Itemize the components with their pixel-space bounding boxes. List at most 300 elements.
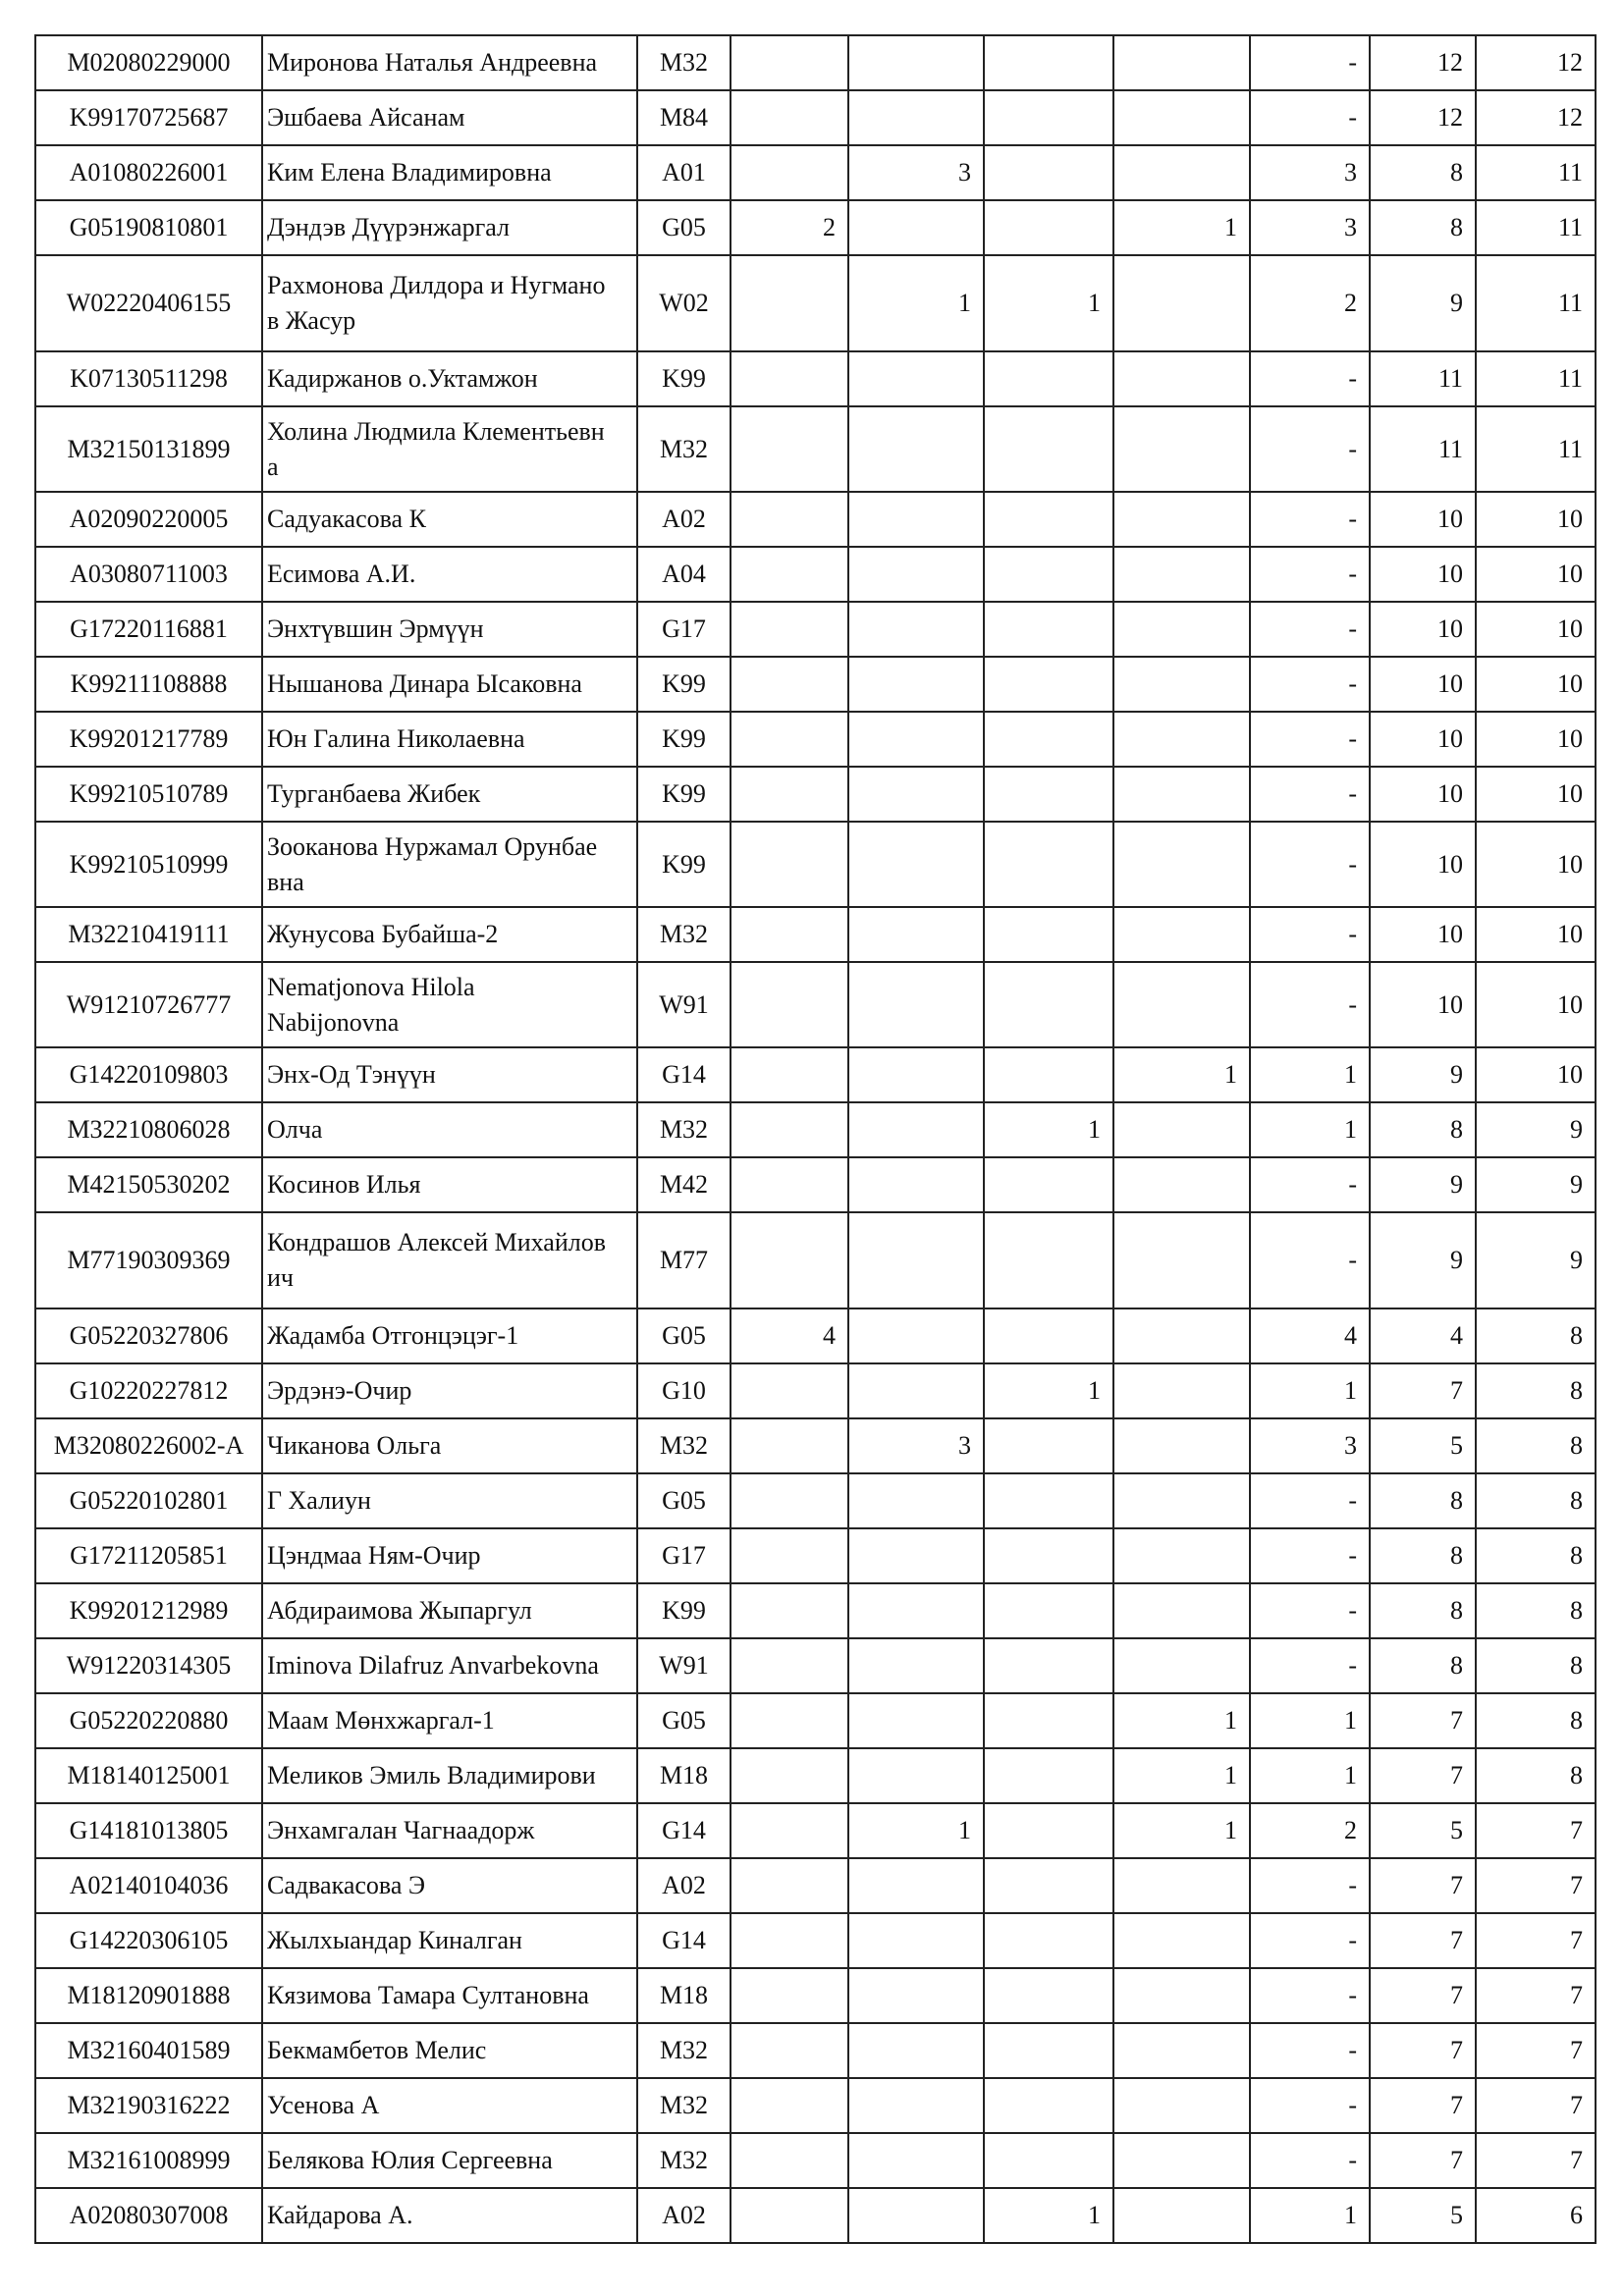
table-row (35, 1693, 1596, 1748)
score-cell (984, 1212, 1113, 1308)
participant-id-cell: G17211205851 (35, 1528, 262, 1583)
region-code-cell: A02 (637, 492, 731, 547)
score-cell (1113, 1858, 1250, 1913)
participant-id-cell: A01080226001 (35, 145, 262, 200)
table-row (35, 2188, 1596, 2243)
score-cell (984, 1583, 1113, 1638)
score-cell: 8 (1370, 1638, 1476, 1693)
score-cell (1113, 1913, 1250, 1968)
score-cell: 8 (1370, 200, 1476, 255)
participant-name-cell: Белякова Юлия Сергеевна (262, 2133, 637, 2188)
region-code-cell: W91 (637, 1638, 731, 1693)
score-cell (984, 657, 1113, 712)
score-cell: 7 (1370, 1968, 1476, 2023)
score-cell (984, 1693, 1113, 1748)
score-cell (984, 1157, 1113, 1212)
score-cell: 6 (1476, 2188, 1596, 2243)
participant-id-cell: A02080307008 (35, 2188, 262, 2243)
score-cell: 7 (1476, 2078, 1596, 2133)
score-cell (984, 1858, 1113, 1913)
participant-name-cell: Iminova Dilafruz Anvarbekovna (262, 1638, 637, 1693)
score-cell (848, 1913, 984, 1968)
region-code-cell: K99 (637, 351, 731, 406)
participant-name-cell: Цэндмаа Ням-Очир (262, 1528, 637, 1583)
participant-id-cell: K99170725687 (35, 90, 262, 145)
score-cell: 1 (1250, 2188, 1370, 2243)
score-cell: - (1250, 351, 1370, 406)
score-cell (848, 1102, 984, 1157)
score-cell (1113, 2023, 1250, 2078)
score-cell (731, 1803, 848, 1858)
participant-name-cell: Миронова Наталья Андреевна (262, 35, 637, 90)
score-cell: 1 (1250, 1363, 1370, 1418)
score-cell (984, 2133, 1113, 2188)
participant-name-cell: Усенова А (262, 2078, 637, 2133)
table-row (35, 547, 1596, 602)
region-code-cell: W02 (637, 255, 731, 351)
region-code-cell: M32 (637, 907, 731, 962)
score-cell: 8 (1476, 1638, 1596, 1693)
score-cell (731, 1693, 848, 1748)
score-cell: - (1250, 2078, 1370, 2133)
participant-name-cell: Г Халиун (262, 1473, 637, 1528)
score-cell (731, 1363, 848, 1418)
participant-id-cell: M32190316222 (35, 2078, 262, 2133)
score-cell: 8 (1476, 1693, 1596, 1748)
participant-name-cell: Эшбаева Айсанам (262, 90, 637, 145)
region-code-cell: G14 (637, 1803, 731, 1858)
table-row (35, 1102, 1596, 1157)
score-cell: 10 (1476, 602, 1596, 657)
score-cell (731, 2133, 848, 2188)
participant-id-cell: K99210510999 (35, 822, 262, 907)
score-cell: 11 (1476, 351, 1596, 406)
participant-id-cell: G05220102801 (35, 1473, 262, 1528)
score-cell (984, 1047, 1113, 1102)
participant-name-cell: Энх-Од Тэнүүн (262, 1047, 637, 1102)
score-cell: 10 (1370, 907, 1476, 962)
table-row (35, 1748, 1596, 1803)
score-cell (848, 1968, 984, 2023)
participant-name-cell: Косинов Илья (262, 1157, 637, 1212)
participant-id-cell: G10220227812 (35, 1363, 262, 1418)
participant-id-cell: M32161008999 (35, 2133, 262, 2188)
table-row (35, 1157, 1596, 1212)
score-cell (848, 1308, 984, 1363)
participant-name-cell: Садвакасова Э (262, 1858, 637, 1913)
table-body (35, 35, 1596, 2243)
region-code-cell: M84 (637, 90, 731, 145)
table-row (35, 1418, 1596, 1473)
score-cell: 7 (1476, 1968, 1596, 2023)
score-cell (848, 1583, 984, 1638)
score-cell: 3 (848, 145, 984, 200)
score-cell: - (1250, 712, 1370, 767)
region-code-cell: M18 (637, 1968, 731, 2023)
region-code-cell: M32 (637, 2023, 731, 2078)
region-code-cell: A02 (637, 2188, 731, 2243)
table-row (35, 2078, 1596, 2133)
score-cell (848, 2078, 984, 2133)
score-cell (1113, 35, 1250, 90)
table-row (35, 1913, 1596, 1968)
table-row (35, 406, 1596, 492)
score-cell: 10 (1476, 1047, 1596, 1102)
score-cell (1113, 2188, 1250, 2243)
score-cell: 12 (1370, 90, 1476, 145)
score-cell (731, 1858, 848, 1913)
score-cell: - (1250, 657, 1370, 712)
score-cell: 8 (1476, 1473, 1596, 1528)
region-code-cell: A04 (637, 547, 731, 602)
region-code-cell: G17 (637, 1528, 731, 1583)
score-cell (731, 1047, 848, 1102)
participant-id-cell: K99201212989 (35, 1583, 262, 1638)
score-cell (731, 907, 848, 962)
score-cell (848, 712, 984, 767)
score-cell: 1 (984, 255, 1113, 351)
participant-name-cell: Кондрашов Алексей Михайлов ич (262, 1212, 637, 1308)
score-cell: 10 (1476, 657, 1596, 712)
participant-id-cell: G14181013805 (35, 1803, 262, 1858)
score-cell: - (1250, 547, 1370, 602)
score-cell (1113, 2078, 1250, 2133)
participant-name-cell: Олча (262, 1102, 637, 1157)
score-cell (984, 1913, 1113, 1968)
participant-id-cell: G05220220880 (35, 1693, 262, 1748)
score-cell (1113, 907, 1250, 962)
table-row (35, 145, 1596, 200)
score-cell (731, 1418, 848, 1473)
table-row (35, 1528, 1596, 1583)
region-code-cell: G14 (637, 1047, 731, 1102)
score-cell: - (1250, 1212, 1370, 1308)
score-cell: 3 (848, 1418, 984, 1473)
score-cell: 1 (848, 1803, 984, 1858)
participant-name-cell: Кадиржанов о.Уктамжон (262, 351, 637, 406)
score-cell: 4 (1370, 1308, 1476, 1363)
score-cell (848, 907, 984, 962)
region-code-cell: M32 (637, 35, 731, 90)
score-cell: - (1250, 907, 1370, 962)
participant-id-cell: M32160401589 (35, 2023, 262, 2078)
score-cell: 10 (1370, 657, 1476, 712)
score-cell (731, 602, 848, 657)
score-cell (848, 1212, 984, 1308)
region-code-cell: K99 (637, 767, 731, 822)
score-cell (984, 1638, 1113, 1693)
score-cell (984, 1968, 1113, 2023)
table-row (35, 962, 1596, 1047)
score-cell: 7 (1370, 1748, 1476, 1803)
table-row (35, 1047, 1596, 1102)
score-cell (848, 492, 984, 547)
table-row (35, 1583, 1596, 1638)
score-cell: 1 (1250, 1693, 1370, 1748)
participant-id-cell: W02220406155 (35, 255, 262, 351)
score-cell: 4 (1250, 1308, 1370, 1363)
score-cell: 1 (984, 1102, 1113, 1157)
score-cell: 9 (1370, 255, 1476, 351)
score-cell: 12 (1476, 35, 1596, 90)
participant-name-cell: Есимова А.И. (262, 547, 637, 602)
participant-id-cell: G05220327806 (35, 1308, 262, 1363)
score-cell (984, 1748, 1113, 1803)
score-cell (1113, 1968, 1250, 2023)
score-cell (1113, 1363, 1250, 1418)
score-cell: 8 (1370, 1473, 1476, 1528)
score-cell (731, 547, 848, 602)
score-cell (984, 767, 1113, 822)
table-row (35, 492, 1596, 547)
participant-name-cell: Бекмамбетов Мелис (262, 2023, 637, 2078)
score-cell (1113, 2133, 1250, 2188)
score-cell (1113, 492, 1250, 547)
score-cell: - (1250, 1968, 1370, 2023)
score-cell: 1 (1250, 1102, 1370, 1157)
participant-id-cell: K99201217789 (35, 712, 262, 767)
region-code-cell: M32 (637, 1418, 731, 1473)
region-code-cell: G05 (637, 1473, 731, 1528)
score-cell: 1 (1113, 1693, 1250, 1748)
table-row (35, 602, 1596, 657)
score-cell: 10 (1370, 767, 1476, 822)
score-cell: 10 (1476, 767, 1596, 822)
score-cell: - (1250, 1913, 1370, 1968)
score-cell (731, 2188, 848, 2243)
table-row (35, 200, 1596, 255)
score-cell (848, 1638, 984, 1693)
score-cell (1113, 1212, 1250, 1308)
score-cell: 1 (984, 1363, 1113, 1418)
score-cell (848, 767, 984, 822)
participant-name-cell: Нышанова Динара Ысаковна (262, 657, 637, 712)
score-cell: 8 (1370, 145, 1476, 200)
participant-name-cell: Кайдарова А. (262, 2188, 637, 2243)
score-cell (731, 255, 848, 351)
score-cell: - (1250, 35, 1370, 90)
score-cell: 10 (1476, 712, 1596, 767)
score-cell: 11 (1476, 200, 1596, 255)
score-cell (1113, 1102, 1250, 1157)
score-cell (848, 602, 984, 657)
participant-name-cell: Рахмонова Дилдора и Нугмано в Жасур (262, 255, 637, 351)
participant-id-cell: M32210806028 (35, 1102, 262, 1157)
score-cell: - (1250, 2023, 1370, 2078)
score-cell: 10 (1370, 492, 1476, 547)
score-cell: 7 (1476, 1803, 1596, 1858)
region-code-cell: M32 (637, 2078, 731, 2133)
score-cell (731, 351, 848, 406)
participant-name-cell: Жунусова Бубайша-2 (262, 907, 637, 962)
score-cell: 8 (1370, 1583, 1476, 1638)
participant-id-cell: M18120901888 (35, 1968, 262, 2023)
score-cell (1113, 767, 1250, 822)
score-cell (848, 2188, 984, 2243)
participant-id-cell: G14220306105 (35, 1913, 262, 1968)
participant-name-cell: Энхтүвшин Эрмүүн (262, 602, 637, 657)
region-code-cell: M77 (637, 1212, 731, 1308)
participant-id-cell: K99211108888 (35, 657, 262, 712)
region-code-cell: W91 (637, 962, 731, 1047)
score-cell (984, 492, 1113, 547)
table-row (35, 712, 1596, 767)
score-cell (848, 35, 984, 90)
score-cell (1113, 145, 1250, 200)
score-cell (984, 2078, 1113, 2133)
table-row (35, 35, 1596, 90)
score-cell (848, 1473, 984, 1528)
score-cell: - (1250, 1528, 1370, 1583)
score-cell: 3 (1250, 200, 1370, 255)
table-row (35, 1363, 1596, 1418)
score-cell (731, 767, 848, 822)
score-cell (1113, 90, 1250, 145)
score-cell (731, 962, 848, 1047)
score-cell: 10 (1370, 602, 1476, 657)
participant-name-cell: Энхамгалан Чагнаадорж (262, 1803, 637, 1858)
score-cell (731, 822, 848, 907)
results-sheet (34, 34, 1597, 2244)
region-code-cell: G10 (637, 1363, 731, 1418)
score-cell (848, 822, 984, 907)
participant-id-cell: K99210510789 (35, 767, 262, 822)
participant-name-cell: Садуакасова К (262, 492, 637, 547)
score-cell: 7 (1476, 2023, 1596, 2078)
score-cell: 8 (1370, 1102, 1476, 1157)
score-cell (984, 1803, 1113, 1858)
table-row (35, 1212, 1596, 1308)
score-cell: - (1250, 90, 1370, 145)
score-cell (984, 351, 1113, 406)
score-cell: 10 (1476, 907, 1596, 962)
score-cell (731, 1968, 848, 2023)
score-cell: - (1250, 1157, 1370, 1212)
score-cell (984, 406, 1113, 492)
score-cell (984, 1528, 1113, 1583)
score-cell (848, 1858, 984, 1913)
score-cell: 11 (1370, 351, 1476, 406)
table-row (35, 255, 1596, 351)
score-cell (848, 1693, 984, 1748)
score-cell: 10 (1370, 962, 1476, 1047)
score-cell (984, 1418, 1113, 1473)
score-cell: 10 (1370, 547, 1476, 602)
score-cell (1113, 602, 1250, 657)
table-row (35, 767, 1596, 822)
score-cell: 12 (1476, 90, 1596, 145)
score-cell: 11 (1476, 255, 1596, 351)
score-cell: 3 (1250, 145, 1370, 200)
score-cell (984, 200, 1113, 255)
score-cell (731, 1583, 848, 1638)
score-cell (984, 1308, 1113, 1363)
participant-name-cell: Абдираимова Жыпаргул (262, 1583, 637, 1638)
participant-name-cell: Юн Галина Николаевна (262, 712, 637, 767)
score-cell (848, 1157, 984, 1212)
score-cell (848, 2133, 984, 2188)
score-cell (731, 1638, 848, 1693)
score-cell (848, 1047, 984, 1102)
table-row (35, 907, 1596, 962)
score-cell (731, 657, 848, 712)
score-cell (731, 1102, 848, 1157)
participant-name-cell: Жадамба Отгонцэцэг-1 (262, 1308, 637, 1363)
score-cell: 10 (1476, 492, 1596, 547)
participant-id-cell: M42150530202 (35, 1157, 262, 1212)
score-cell: 10 (1476, 822, 1596, 907)
score-cell (731, 1748, 848, 1803)
score-cell (984, 145, 1113, 200)
score-cell: 2 (731, 200, 848, 255)
score-cell (1113, 1583, 1250, 1638)
participant-name-cell: Жылхыандар Киналган (262, 1913, 637, 1968)
participant-name-cell: Кязимова Тамара Султановна (262, 1968, 637, 2023)
score-cell (731, 712, 848, 767)
score-cell: 7 (1370, 1913, 1476, 1968)
region-code-cell: M32 (637, 1102, 731, 1157)
score-cell: 8 (1476, 1528, 1596, 1583)
score-cell (984, 712, 1113, 767)
score-cell: 11 (1476, 406, 1596, 492)
participant-id-cell: K07130511298 (35, 351, 262, 406)
score-cell: - (1250, 962, 1370, 1047)
table-row (35, 1968, 1596, 2023)
participant-id-cell: M18140125001 (35, 1748, 262, 1803)
table-row (35, 1803, 1596, 1858)
participant-name-cell: Ким Елена Владимировна (262, 145, 637, 200)
table-row (35, 1473, 1596, 1528)
score-cell: 4 (731, 1308, 848, 1363)
score-cell: - (1250, 1473, 1370, 1528)
score-cell (984, 602, 1113, 657)
participant-id-cell: G14220109803 (35, 1047, 262, 1102)
score-cell (1113, 1418, 1250, 1473)
table-row (35, 657, 1596, 712)
region-code-cell: G05 (637, 200, 731, 255)
score-cell: 2 (1250, 255, 1370, 351)
participant-name-cell: Меликов Эмиль Владимирови (262, 1748, 637, 1803)
participant-id-cell: M32080226002-A (35, 1418, 262, 1473)
score-cell: 1 (1113, 1748, 1250, 1803)
score-cell (1113, 822, 1250, 907)
score-cell: 10 (1370, 712, 1476, 767)
participant-id-cell: A03080711003 (35, 547, 262, 602)
score-cell: 9 (1476, 1157, 1596, 1212)
score-cell: 7 (1370, 2078, 1476, 2133)
score-cell: 8 (1370, 1528, 1476, 1583)
score-cell: 7 (1476, 1858, 1596, 1913)
score-cell (984, 35, 1113, 90)
score-cell: 5 (1370, 1803, 1476, 1858)
participant-name-cell: Дэндэв Дүүрэнжаргал (262, 200, 637, 255)
score-cell (984, 1473, 1113, 1528)
score-cell: 10 (1476, 547, 1596, 602)
participant-id-cell: G05190810801 (35, 200, 262, 255)
score-cell: 7 (1370, 1363, 1476, 1418)
score-cell: 7 (1370, 2023, 1476, 2078)
score-cell: 5 (1370, 2188, 1476, 2243)
score-cell (984, 962, 1113, 1047)
score-cell: 7 (1476, 2133, 1596, 2188)
score-cell (1113, 712, 1250, 767)
score-cell: 7 (1370, 2133, 1476, 2188)
score-cell: 1 (1113, 200, 1250, 255)
participant-id-cell: M32210419111 (35, 907, 262, 962)
region-code-cell: K99 (637, 712, 731, 767)
score-cell (1113, 406, 1250, 492)
region-code-cell: G05 (637, 1693, 731, 1748)
